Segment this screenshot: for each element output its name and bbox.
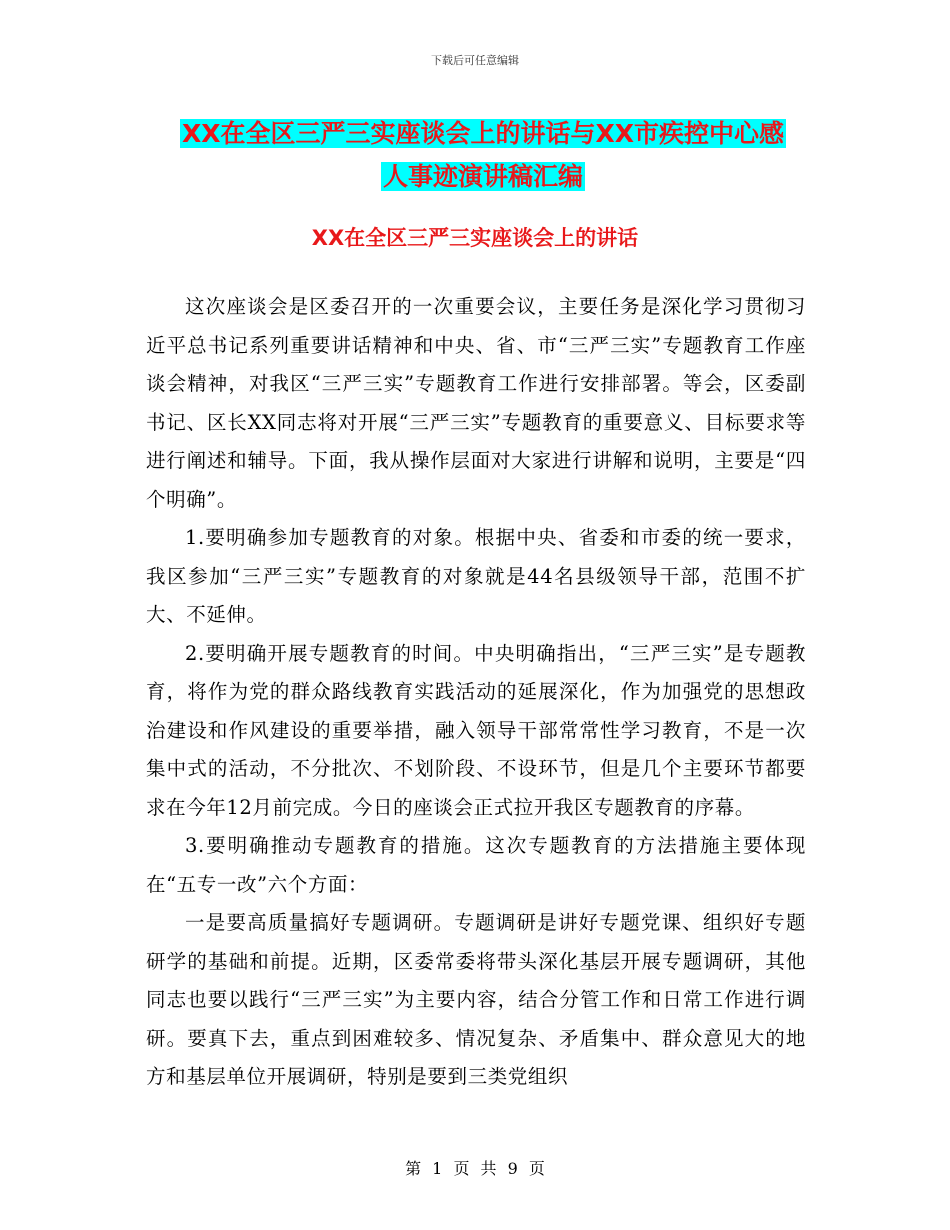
document-body <box>146 288 806 1097</box>
document-title-line-2: 人事迹演讲稿汇编 <box>382 162 583 191</box>
paragraph: 1.要明确参加专题教育的对象。根据中央、省委和市委的统一要求，我区参加“三严三实”专题教育的对象就是44名县级领导干部，范围不扩大、不延伸。 <box>146 526 806 626</box>
section-title: XX在全区三严三实座谈会上的讲话 <box>311 226 639 250</box>
paragraph: 这次座谈会是区委召开的一次重要会议，主要任务是深化学习贯彻习近平总书记系列重要讲话精神和中央、省、市“三严三实”专题教育工作座谈会精神，对我区“三严三实”专题教育工作进行安排部署。等会，区委副书记、区长XX同志将对开展“三严三实”专题教育的重要意义、目标要求等进行阐述和辅导。下面，我从操作层面对大家进行讲解和说明，主要是“四个明确”。 <box>146 295 806 511</box>
header-note: 下载后可任意编辑 <box>431 54 519 67</box>
document-title <box>148 112 818 198</box>
paragraph: 2.要明确开展专题教育的时间。中央明确指出，“三严三实”是专题教育，将作为党的群众路线教育实践活动的延展深化，作为加强党的思想政治建设和作风建设的重要举措，融入领导干部常常性学习教育，不是一次集中式的活动，不分批次、不划阶段、不设环节，但是几个主要环节都要求在今年12月前完成。今日的座谈会正式拉开我区专题教育的序幕。 <box>146 641 806 819</box>
page-number-footer: 第 1 页 共 9 页 <box>405 1159 545 1178</box>
paragraph: 一是要高质量搞好专题调研。专题调研是讲好专题党课、组织好专题研学的基础和前提。近期，区委常委将带头深化基层开展专题调研，其他同志也要以践行“三严三实”为主要内容，结合分管工作和日常工作进行调研。要真下去，重点到困难较多、情况复杂、矛盾集中、群众意见大的地方和基层单位开展调研，特别是要到三类党组织 <box>146 911 806 1088</box>
paragraph: 3.要明确推动专题教育的措施。这次专题教育的方法措施主要体现在“五专一改”六个方面： <box>146 834 806 896</box>
document-title-line-1: XX在全区三严三实座谈会上的讲话与XX市疾控中心感 <box>181 119 785 148</box>
